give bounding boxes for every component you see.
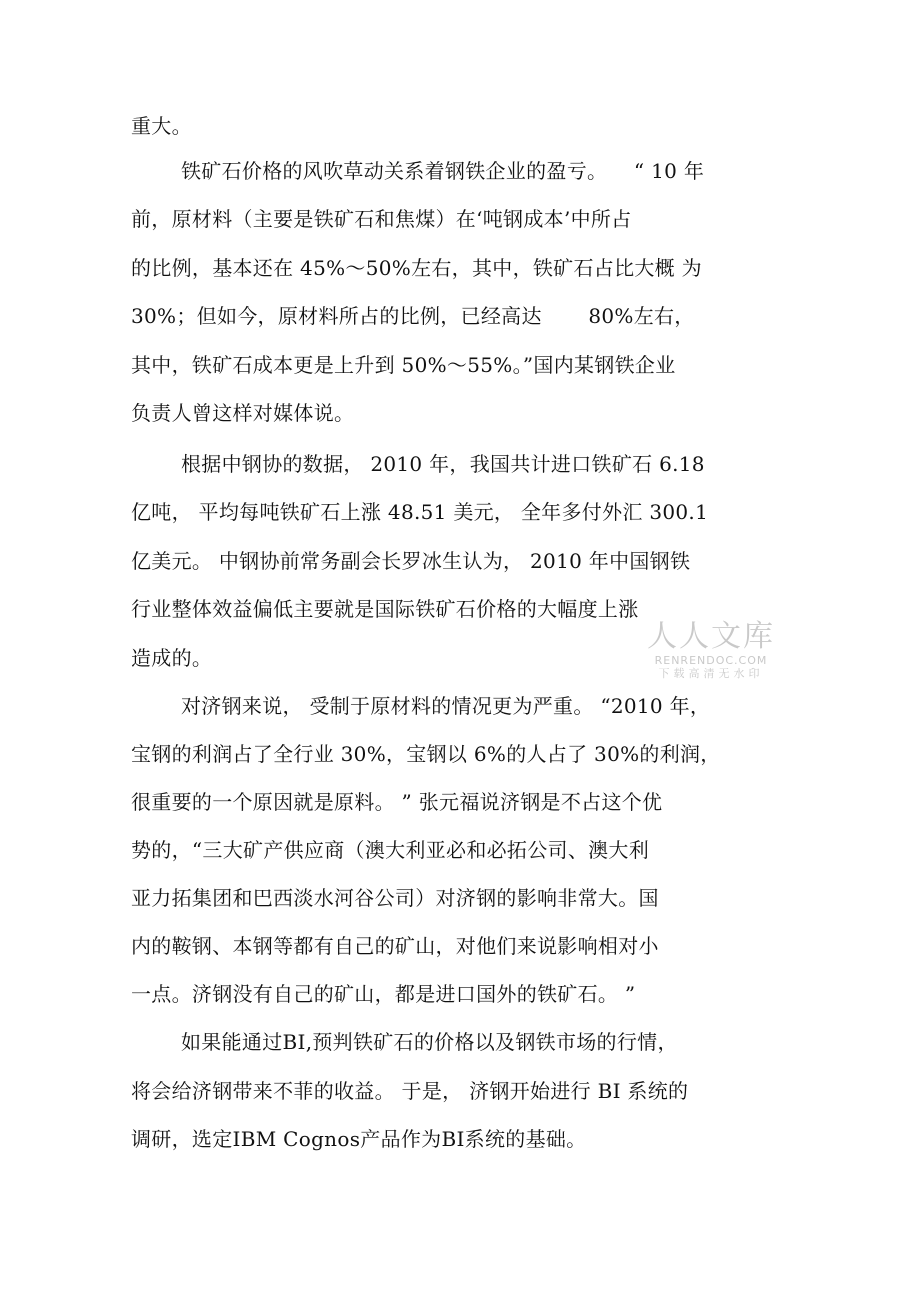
text-line: 内的鞍钢、本钢等都有自己的矿山，对他们来说影响相对小 bbox=[131, 934, 659, 958]
text-line: 根据中钢协的数据， 2010 年，我国共计进口铁矿石 6.18 bbox=[181, 452, 705, 476]
text-line: 对济钢来说， 受制于原材料的情况更为严重。 “2010 年， bbox=[181, 694, 711, 718]
watermark-title: 人人文库 bbox=[647, 619, 775, 654]
text-line: 负责人曾这样对媒体说。 bbox=[131, 401, 355, 425]
text-line: 亚力拓集团和巴西淡水河谷公司）对济钢的影响非常大。国 bbox=[131, 886, 659, 910]
text-line: 铁矿石价格的风吹草动关系着钢铁企业的盈亏。 “ 10 年 bbox=[181, 159, 705, 183]
text-line: 造成的。 bbox=[131, 646, 213, 670]
text-line: 宝钢的利润占了全行业 30%，宝钢以 6%的人占了 30%的利润， bbox=[131, 742, 721, 766]
text-line: 亿吨， 平均每吨铁矿石上涨 48.51 美元， 全年多付外汇 300.1 bbox=[131, 500, 709, 524]
text-line: 前，原材料（主要是铁矿石和焦煤）在‘吨钢成本’中所占 bbox=[131, 207, 632, 231]
watermark-subtitle: 下载高清无水印 bbox=[658, 667, 764, 680]
text-line: 很重要的一个原因就是原料。 ” 张元福说济钢是不占这个优 bbox=[131, 790, 663, 814]
text-line: 势的，“三大矿产供应商（澳大利亚必和必拓公司、澳大利 bbox=[131, 838, 650, 862]
text-line: 30%；但如今，原材料所占的比例，已经高达 80%左右， bbox=[131, 304, 695, 328]
watermark-logo bbox=[646, 620, 776, 680]
text-line: 亿美元。 中钢协前常务副会长罗冰生认为， 2010 年中国钢铁 bbox=[131, 549, 691, 573]
text-line: 重大。 bbox=[131, 114, 192, 138]
text-line: 调研，选定IBM Cognos产品作为BI系统的基础。 bbox=[131, 1127, 587, 1151]
text-line: 行业整体效益偏低主要就是国际铁矿石价格的大幅度上涨 bbox=[131, 597, 639, 621]
text-line: 将会给济钢带来不菲的收益。 于是， 济钢开始进行 BI 系统的 bbox=[131, 1079, 689, 1103]
text-line: 的比例，基本还在 45%～50%左右，其中，铁矿石占比大概 为 bbox=[131, 256, 702, 280]
text-line: 如果能通过BI,预判铁矿石的价格以及钢铁市场的行情， bbox=[181, 1030, 678, 1054]
text-line: 一点。济钢没有自己的矿山，都是进口国外的铁矿石。 ” bbox=[131, 982, 636, 1006]
watermark-url: RENRENDOC.COM bbox=[654, 654, 768, 667]
text-line: 其中，铁矿石成本更是上升到 50%～55%。”国内某钢铁企业 bbox=[131, 353, 676, 377]
